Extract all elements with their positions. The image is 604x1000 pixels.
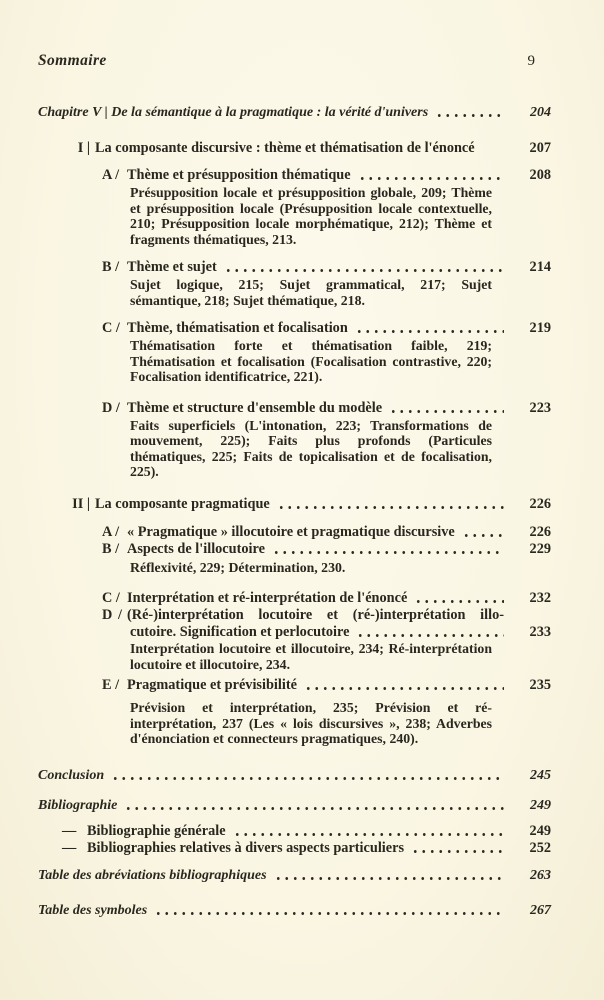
toc-entry-text: La composante discursive : thème et thématisation de l'énoncé — [95, 140, 475, 156]
toc-entry-title — [102, 524, 455, 541]
toc-entry-prefix: A / — [102, 167, 120, 183]
toc-entry-section-2 — [70, 496, 551, 513]
toc-detail-1a: Présupposition locale et présupposition globale, 209; Thème et présupposition locale (Présupposition locale contextuelle, 210; Présupposition locale morphématique, 212); Thème et fragments thématiques, 213. — [130, 185, 492, 247]
toc-entry-prefix: C / — [102, 590, 120, 606]
toc-detail-1b: Sujet logique, 215; Sujet grammatical, 217; Sujet sémantique, 218; Sujet thématique, 218. — [130, 277, 492, 308]
dot-leader — [356, 168, 504, 184]
toc-entry-prefix: A / — [102, 523, 120, 540]
toc-entry-2d-line1 — [102, 607, 551, 624]
toc-entry-prefix: E / — [102, 677, 120, 693]
toc-detail-2e: Prévision et interprétation, 235; Prévision et ré-interprétation, 237 (Les « lois discursives », 238; Adverbes d'énonciation et connecteurs pragmatiques, 240). — [130, 700, 492, 746]
toc-entry-page: 219 — [529, 320, 551, 336]
dot-leader — [270, 542, 504, 558]
toc-entry-page: 232 — [529, 590, 551, 606]
toc-entry-page: 249 — [529, 822, 551, 839]
dot-leader — [109, 768, 504, 784]
toc-entry-text: Pragmatique et prévisibilité — [127, 677, 297, 693]
toc-entry-title — [130, 624, 349, 641]
toc-entry-table-symboles — [38, 902, 551, 919]
toc-entry-page: 263 — [530, 867, 551, 883]
toc-entry-conclusion — [38, 767, 551, 784]
toc-entry-text: La composante pragmatique — [95, 495, 270, 512]
toc-entry-2d-line2 — [130, 624, 551, 641]
toc-entry-title: Table des abréviations bibliographiques — [38, 867, 267, 883]
toc-entry-prefix: D / — [102, 399, 120, 416]
folio-page-number: 9 — [527, 53, 535, 69]
page-header — [38, 52, 551, 70]
dot-leader — [412, 591, 504, 607]
toc-entry-text: Thème et présupposition thématique — [127, 167, 351, 183]
toc-entry-chapter-v — [38, 104, 551, 121]
toc-entry-title — [70, 496, 270, 513]
dot-leader — [354, 625, 504, 641]
toc-entry-title — [102, 259, 217, 276]
toc-entry-1a — [102, 167, 551, 184]
toc-entry-text: Bibliographie générale — [87, 822, 226, 839]
toc-entry-text: (Ré-)interprétation locutoire et (ré-)interprétation illo- — [127, 607, 504, 623]
dot-leader — [231, 824, 504, 840]
toc-entry-title — [102, 607, 504, 624]
toc-entry-2e — [102, 677, 551, 694]
toc-entry-page: 249 — [530, 797, 551, 813]
dot-leader — [152, 903, 504, 919]
toc-entry-title — [70, 140, 475, 157]
toc-entry-prefix: II | — [72, 495, 90, 512]
toc-entry-page: 229 — [529, 540, 551, 557]
dot-leader — [122, 798, 504, 814]
toc-entry-title: Table des symboles — [38, 902, 148, 918]
toc-detail-2d: Interprétation locutoire et illocutoire, 234; Ré-interprétation locutoire et illocutoire, 234. — [130, 641, 492, 672]
toc-entry-2a — [102, 524, 551, 541]
running-head-title: Sommaire — [38, 52, 107, 69]
toc-entry-prefix: B / — [102, 259, 120, 275]
toc-entry-text: Interprétation et ré-interprétation de l'énoncé — [127, 590, 408, 606]
toc-entry-1b — [102, 259, 551, 276]
dot-leader — [460, 525, 504, 541]
toc-entry-page: 233 — [529, 624, 551, 640]
dot-leader — [222, 260, 504, 276]
toc-entry-page: 226 — [529, 495, 551, 512]
toc-entry-table-abreviations — [38, 867, 551, 884]
dot-leader — [272, 868, 504, 884]
toc-entry-section-1 — [70, 140, 551, 157]
toc-entry-text: cutoire. Signification et perlocutoire — [130, 624, 350, 640]
toc-entry-biblio-relatives — [62, 840, 551, 857]
toc-entry-page: 245 — [530, 767, 551, 783]
dot-leader — [480, 141, 504, 157]
toc-entry-title — [102, 400, 382, 417]
toc-entry-text: « Pragmatique » illocutoire et pragmatique discursive — [127, 523, 455, 540]
toc-entry-page: 235 — [529, 677, 551, 693]
dot-leader — [387, 401, 504, 417]
toc-entry-title — [102, 677, 297, 694]
toc-entry-biblio-generale — [62, 823, 551, 840]
toc-entry-title: Chapitre V | De la sémantique à la pragmatique : la vérité d'univers — [38, 105, 429, 120]
toc-entry-title — [102, 320, 348, 337]
toc-entry-prefix: I | — [77, 140, 90, 156]
toc-entry-title — [102, 590, 407, 607]
toc-detail-1c: Thématisation forte et thématisation faible, 219; Thématisation et focalisation (Focalisation contrastive, 220; Focalisation identificatrice, 221). — [130, 338, 492, 384]
toc-entry-title — [102, 541, 265, 558]
toc-entry-prefix: C / — [102, 320, 120, 336]
toc-entry-1d — [102, 400, 551, 417]
toc-entry-prefix: B / — [102, 540, 120, 557]
dot-leader — [275, 497, 504, 513]
toc-detail-2b: Réflexivité, 229; Détermination, 230. — [130, 559, 346, 575]
toc-entry-text: Aspects de l'illocutoire — [127, 540, 265, 557]
dash-bullet: — — [62, 822, 77, 839]
dot-leader — [433, 105, 504, 121]
dot-leader — [353, 321, 504, 337]
toc-entry-text: Bibliographies relatives à divers aspects particuliers — [87, 839, 405, 856]
toc-detail-1d: Faits superficiels (L'intonation, 223; Transformations de mouvement, 225); Faits plus profonds (Particules thématiques, 225; Faits de topicalisation et de focalisation, 225). — [130, 417, 492, 479]
toc-entry-page: 267 — [530, 902, 551, 918]
dot-leader — [409, 841, 504, 857]
toc-entry-page: 204 — [530, 105, 551, 120]
toc-entry-page: 226 — [529, 523, 551, 540]
toc-entry-page: 207 — [529, 140, 551, 156]
toc-entry-title: Bibliographie — [38, 797, 118, 813]
toc-entry-1c — [102, 320, 551, 337]
toc-entry-2b — [102, 541, 551, 558]
toc-entry-text: Thème et structure d'ensemble du modèle — [127, 399, 383, 416]
dot-leader — [302, 678, 504, 694]
toc-entry-page: 223 — [529, 399, 551, 416]
toc-entry-page: 252 — [529, 839, 551, 856]
toc-entry-page: 214 — [529, 259, 551, 275]
dash-bullet: — — [62, 839, 77, 856]
toc-entry-title — [102, 167, 351, 184]
toc-entry-title — [62, 823, 226, 840]
toc-entry-text: Thème, thématisation et focalisation — [127, 320, 348, 336]
toc-entry-2c — [102, 590, 551, 607]
toc-entry-text: Thème et sujet — [127, 259, 217, 275]
toc-entry-title: Conclusion — [38, 767, 105, 783]
toc-entry-page: 208 — [529, 167, 551, 183]
toc-entry-bibliographie — [38, 797, 551, 814]
toc-entry-title — [62, 840, 404, 857]
toc-entry-prefix: D / — [102, 607, 122, 623]
